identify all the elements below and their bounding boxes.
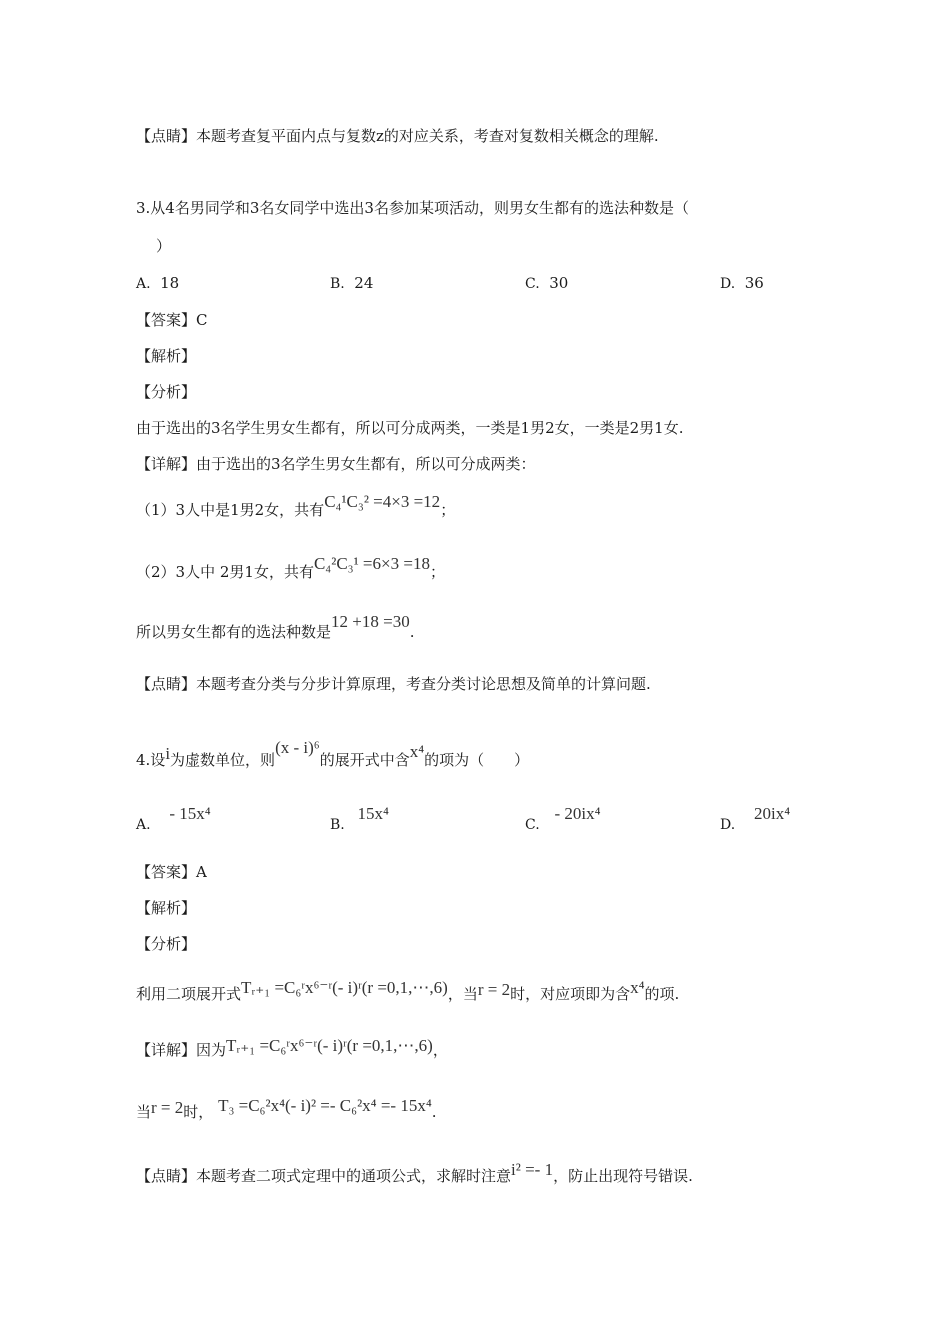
- q4-option-a-value: - 15x⁴: [169, 804, 211, 823]
- q3-sum: [136, 612, 415, 642]
- q4-stem-i: i: [165, 744, 171, 763]
- q3-analysis-heading: 【解析】: [136, 347, 197, 365]
- q4-option-b-value: 15x⁴: [357, 804, 389, 823]
- q3-option-c: [525, 274, 568, 292]
- q3-option-c-label: C.: [525, 276, 540, 292]
- q4-remark-b: ，防止出现符号错误.: [553, 1167, 693, 1185]
- q3-detail-intro: 【详解】由于选出的3名学生男女生都有，所以可分成两类：: [136, 455, 536, 473]
- q4-option-b-label: B.: [330, 817, 345, 833]
- q4-fenxi-d: 的项.: [644, 985, 680, 1003]
- q3-option-b: [330, 274, 373, 292]
- q3-case1: [136, 492, 456, 520]
- q3-fenxi-text: 由于选出的3名学生男女生都有，所以可分成两类，一类是1男2女，一类是2男1女.: [136, 419, 684, 437]
- q4-fenxi-b: ，当: [447, 985, 478, 1003]
- q3-case1-text: （1）3人中是1男2女，共有: [136, 501, 325, 519]
- q4-remark-a: 【点睛】本题考查二项式定理中的通项公式，求解时注意: [136, 1167, 512, 1185]
- q3-option-b-label: B.: [330, 276, 345, 292]
- q4-stem-c: 的展开式中含: [319, 751, 410, 769]
- q4-when-b: 时，: [183, 1103, 214, 1121]
- q3-option-a-label: A.: [136, 276, 151, 292]
- q3-sum-text: 所以男女生都有的选法种数是: [136, 623, 332, 641]
- q3-sum-end: .: [409, 623, 415, 641]
- q4-stem: [136, 738, 530, 770]
- q4-stem-d: 的项为（ ）: [424, 751, 530, 769]
- q4-stem-b: 为虚数单位，则: [170, 751, 276, 769]
- q4-answer: 【答案】A: [136, 863, 207, 881]
- q4-fenxi-c: 时，对应项即为含: [510, 985, 631, 1003]
- q3-stem-line2: ）: [156, 237, 172, 255]
- q4-option-d-label: D.: [720, 817, 736, 833]
- q3-case2: [136, 554, 445, 582]
- q3-option-a: [136, 274, 179, 292]
- q4-option-d: [720, 804, 791, 834]
- q4-fenxi-heading: 【分析】: [136, 935, 197, 953]
- q3-remark: 【点睛】本题考查分类与分步计算原理，考查分类讨论思想及简单的计算问题.: [136, 675, 651, 693]
- q4-option-d-value: 20ix⁴: [753, 804, 791, 823]
- q3-sum-formula: 12 +18 =30: [331, 612, 410, 631]
- q4-fenxi-formula: Tᵣ₊₁ =C₆ʳx⁶⁻ʳ(- i)ʳ(r =0,1,⋯,6): [241, 978, 448, 997]
- q3-stem-line1: 3.从4名男同学和3名女同学中选出3名参加某项活动，则男女生都有的选法种数是（: [136, 199, 689, 217]
- q3-option-d: [720, 274, 764, 292]
- q4-detail-a: 【详解】因为: [136, 1041, 227, 1059]
- q4-when: [136, 1096, 437, 1122]
- q4-analysis-heading: 【解析】: [136, 899, 197, 917]
- q4-fenxi-a: 利用二项展开式: [136, 985, 242, 1003]
- q3-case1-formula: C₄¹C₃² =4×3 =12: [324, 492, 441, 511]
- q4-fenxi: [136, 978, 680, 1004]
- q3-case2-formula: C₄²C₃¹ =6×3 =18: [313, 554, 430, 573]
- q3-option-c-value: 30: [549, 274, 569, 292]
- q4-stem-expr: (x - i)⁶: [275, 738, 320, 757]
- q4-fenxi-r2: r = 2: [477, 980, 511, 999]
- q4-option-c-value: - 20ix⁴: [554, 804, 601, 823]
- q3-answer: 【答案】C: [136, 311, 208, 329]
- q3-option-d-label: D.: [720, 276, 736, 292]
- q4-option-a-label: A.: [136, 817, 151, 833]
- q4-remark-formula: i² =- 1: [511, 1160, 554, 1179]
- q4-stem-a: 4.设: [136, 751, 166, 769]
- q4-detail-b: ，: [432, 1041, 448, 1059]
- q3-case2-end: ；: [429, 563, 445, 581]
- q4-option-c-label: C.: [525, 817, 540, 833]
- q3-fenxi-heading: 【分析】: [136, 383, 197, 401]
- q3-case2-text: （2）3人中 2男1女，共有: [136, 563, 314, 581]
- q4-when-a: 当: [136, 1103, 152, 1121]
- q4-option-b: [330, 804, 389, 834]
- q4-stem-x4: x⁴: [409, 742, 425, 761]
- q4-option-a: [136, 804, 211, 834]
- q4-fenxi-x4: x⁴: [630, 978, 645, 997]
- q3-option-a-value: 18: [160, 274, 180, 292]
- q3-option-b-value: 24: [354, 274, 374, 292]
- q3-case1-end: ；: [440, 501, 456, 519]
- q4-detail: [136, 1036, 448, 1060]
- q4-option-c: [525, 804, 601, 834]
- q4-remark: [136, 1160, 693, 1186]
- q4-detail-formula: Tᵣ₊₁ =C₆ʳx⁶⁻ʳ(- i)ʳ(r =0,1,⋯,6): [226, 1036, 433, 1055]
- q4-when-r2: r = 2: [151, 1098, 184, 1117]
- q4-when-end: .: [431, 1103, 437, 1121]
- remark-complex-plane: 【点睛】本题考查复平面内点与复数z的对应关系，考查对复数相关概念的理解.: [136, 127, 659, 145]
- q3-option-d-value: 36: [744, 274, 764, 292]
- q4-when-formula: T₃ =C₆²x⁴(- i)² =- C₆²x⁴ =- 15x⁴: [218, 1096, 432, 1115]
